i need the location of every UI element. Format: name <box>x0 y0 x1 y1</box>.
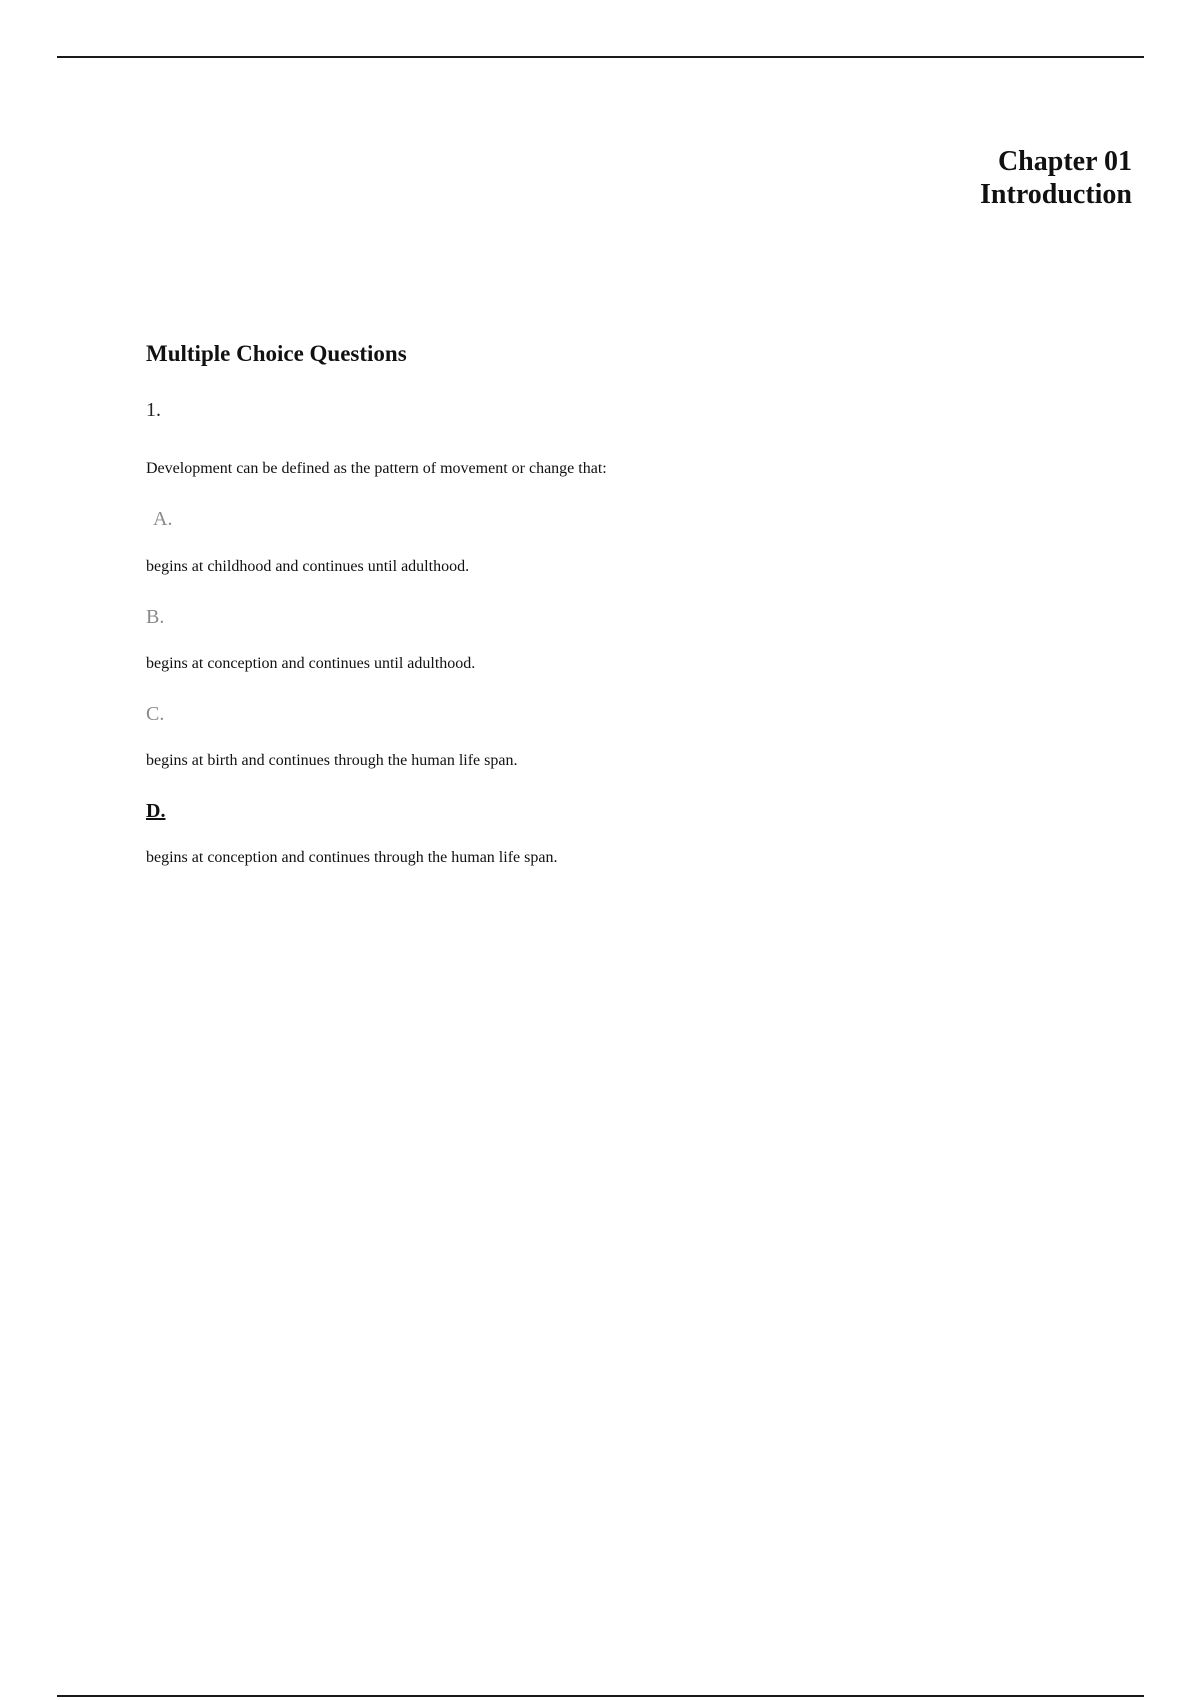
option-a-letter: A. <box>153 508 173 530</box>
option-d-text: begins at conception and continues through the human life span. <box>146 849 558 866</box>
option-c-letter: C. <box>146 703 165 725</box>
option-b-letter: B. <box>146 606 165 628</box>
option-d-letter: D. <box>146 800 166 822</box>
top-rule <box>57 56 1144 58</box>
option-a-text: begins at childhood and continues until adulthood. <box>146 558 470 575</box>
chapter-label: Chapter 01 <box>997 146 1132 177</box>
section-title: Multiple Choice Questions <box>146 341 407 366</box>
option-c-text: begins at birth and continues through the human life span. <box>146 752 518 769</box>
chapter-header <box>980 145 1132 211</box>
chapter-title: Introduction <box>980 179 1132 210</box>
question-text: Development can be defined as the pattern of movement or change that: <box>146 460 607 477</box>
option-b-text: begins at conception and continues until adulthood. <box>146 655 476 672</box>
question-number: 1. <box>146 399 161 421</box>
question-section <box>146 336 1046 866</box>
bottom-rule <box>57 1695 1144 1697</box>
